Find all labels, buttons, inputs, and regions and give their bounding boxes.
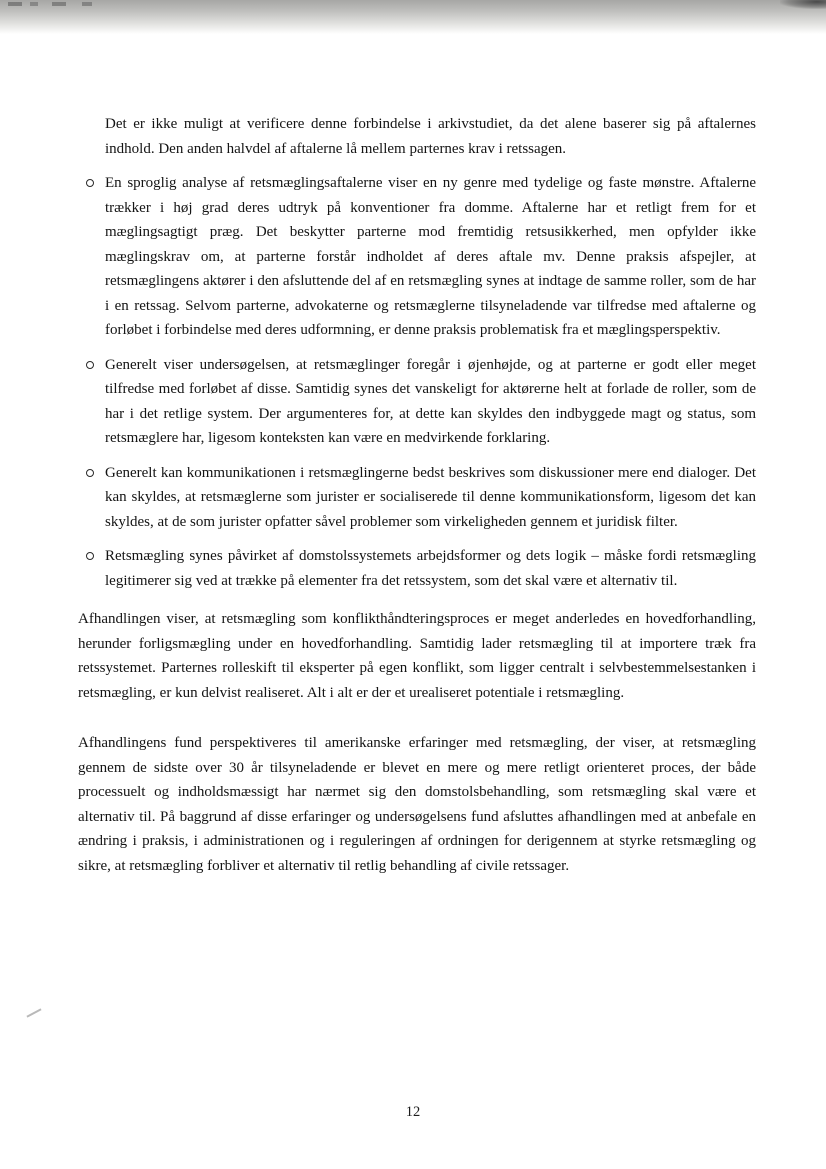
list-item bbox=[78, 353, 756, 451]
page-number: 12 bbox=[405, 1104, 421, 1120]
body-paragraph: Afhandlingens fund perspektiveres til amerikanske erfaringer med retsmægling, der viser, at retsmægling gennem de sidste over 30 år tilsyneladende er blevet en mere og mere retligt orienteret proces, der både processuelt og indholdsmæssigt har nærmet sig den domstolsbehandling, som retsmægling skal være et alternativ til. På baggrund af disse erfaringer og undersøgelsens fund afsluttes afhandlingen med at anbefale en ændring i praksis, i administrationen og i reguleringen af ordningen for derigennem at styrke retsmægling og sikre, at retsmægling forbliver et alternativ til retlig behandling af civile retssager. bbox=[78, 735, 756, 874]
bullet-text: Retsmægling synes påvirket af domstolssystemets arbejdsformer og dets logik – måske fordi retsmægling legitimerer sig ved at trække på elementer fra det retssystem, som det skal være et alternativ til. bbox=[105, 548, 756, 589]
scan-artifact-top-right-smudge bbox=[780, 0, 826, 9]
bullet-icon bbox=[86, 469, 94, 477]
list-item bbox=[78, 171, 756, 343]
bullet-list bbox=[78, 171, 756, 593]
bullet-text: En sproglig analyse af retsmæglingsaftalerne viser en ny genre med tydelige og faste mønstre. Aftalerne trækker i høj grad deres udtryk på konventioner fra domme. Aftalerne har et retligt frem for et mæglingsagtigt præg. Det beskytter parterne mod fremtidig retsusikkerhed, men opfylder ikke mæglingskrav om, at parterne forstår indholdet af deres aftale mv. Denne praksis afspejler, at retsmæglingens aktører i den afsluttende del af en retsmægling synes at indtage de samme roller, som de har i en retssag. Selvom parterne, advokaterne og retsmæglerne tilsyneladende var tilfredse med aftalerne og forløbet i forbindelse med deres udformning, er denne praksis problematisk fra et mæglingsperspektiv. bbox=[105, 175, 756, 338]
page-content bbox=[78, 112, 756, 878]
scan-artifact-left-margin-mark bbox=[26, 1008, 41, 1017]
bullet-text: Generelt viser undersøgelsen, at retsmæglinger foregår i øjenhøjde, og at parterne er godt eller meget tilfredse med forløbet af disse. Samtidig synes det vanskeligt for aktørerne helt at forlade de roller, som de har i det retlige system. Der argumenteres for, at dette kan skyldes den indbyggede magt og status, som retsmæglere har, ligesom konteksten kan være en medvirkende forklaring. bbox=[105, 356, 756, 446]
bullet-icon bbox=[86, 552, 94, 560]
bullet-text: Generelt kan kommunikationen i retsmæglingerne bedst beskrives som diskussioner mere end dialoger. Det kan skyldes, at retsmæglerne som jurister er socialiserede til denne kommunikationsform, ligesom det kan skyldes, at de som jurister opfatter såvel problemer som virkeligheden gennem et juridisk filter. bbox=[105, 464, 756, 530]
bullet-icon bbox=[86, 361, 94, 369]
bullet-icon bbox=[86, 179, 94, 187]
intro-paragraph: Det er ikke muligt at verificere denne forbindelse i arkivstudiet, da det alene baserer sig på aftalernes indhold. Den anden halvdel af aftalerne lå mellem parternes krav i retssagen. bbox=[105, 116, 756, 157]
scan-artifact-top-left-marks bbox=[8, 2, 128, 6]
list-item bbox=[78, 461, 756, 535]
body-paragraph: Afhandlingen viser, at retsmægling som konflikthåndteringsproces er meget anderledes en hovedforhandling, herunder forligsmægling under en hovedforhandling. Samtidig lader retsmægling til at importere træk fra retssystemet. Parternes rolleskift til eksperter på egen konflikt, som ligger centralt i selvbestemmelsestanken i retsmægling, er kun delvist realiseret. Alt i alt er der et urealiseret potentiale i retsmægling. bbox=[78, 611, 756, 701]
list-item bbox=[78, 544, 756, 593]
